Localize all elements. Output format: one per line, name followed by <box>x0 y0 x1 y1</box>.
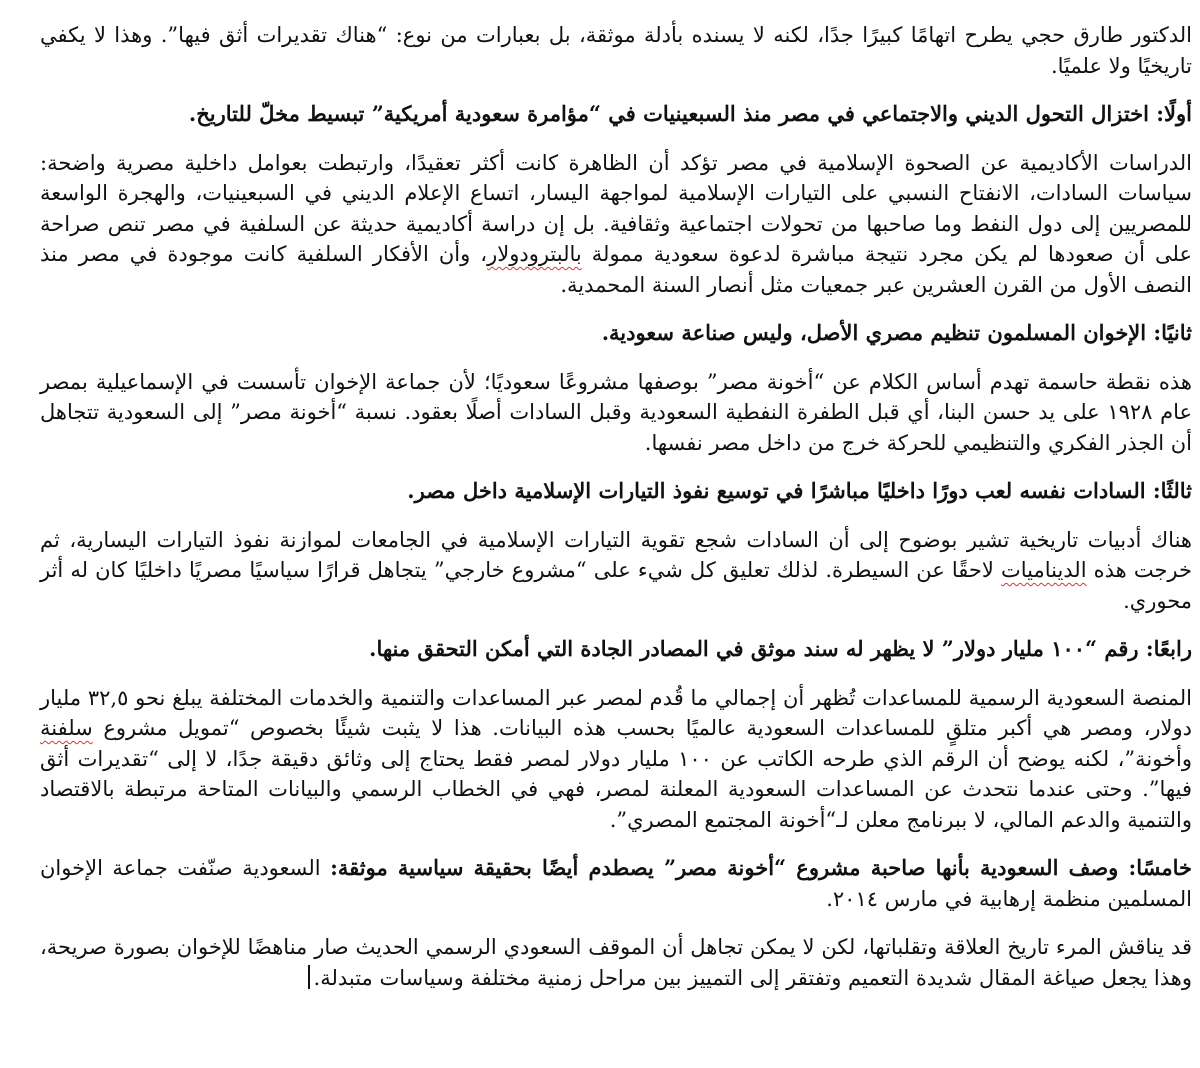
section-5-heading-text: خامسًا: وصف السعودية بأنها صاحبة مشروع “أخونة مصر” يصطدم أيضًا بحقيقة سياسية موثقة: <box>330 855 1192 880</box>
section-2-heading-text: ثانيًا: الإخوان المسلمون تنظيم مصري الأصل، وليس صناعة سعودية. <box>601 320 1192 345</box>
section-3-body-text-end: لاحقًا عن السيطرة. لذلك تعليق كل شيء على “مشروع خارجي” يتجاهل قرارًا سياسيًا مصريًا داخليًا كان له أثر محوري. <box>40 558 1192 613</box>
section-3-body-text: هناك أدبيات تاريخية تشير بوضوح إلى أن السادات شجع تقوية التيارات الإسلامية في الجامعات لموازنة نفوذ التيارات اليسارية، ثم خرجت هذه <box>40 527 1193 582</box>
section-1-body <box>40 148 1192 301</box>
spellcheck-flagged-word[interactable]: سلفنة <box>40 716 93 740</box>
section-2-heading <box>40 318 1192 349</box>
section-2-body-text: هذه نقطة حاسمة تهدم أساس الكلام عن “أخونة مصر” بوصفها مشروعًا سعوديًا؛ لأن جماعة الإخوان تأسست في الإسماعيلية بمصر عام ١٩٢٨ على يد حسن البنا، أي قبل الطفرة النفطية السعودية وقبل السادات أصلًا بعقود. نسبة “أخونة مصر” إلى السعودية تتجاهل أن الجذر الفكري والتنظيمي للحركة خرج من داخل مصر نفسها. <box>40 369 1192 455</box>
paragraph-spacing <box>40 665 1192 683</box>
closing-paragraph <box>40 932 1192 993</box>
paragraph-spacing <box>40 130 1192 148</box>
section-4-heading-text: رابعًا: رقم “١٠٠ مليار دولار” لا يظهر له سند موثق في المصادر الجادة التي أمكن التحقق منها. <box>369 636 1192 661</box>
section-3-heading-text: ثالثًا: السادات نفسه لعب دورًا داخليًا مباشرًا في توسيع نفوذ التيارات الإسلامية داخل مصر. <box>407 478 1192 503</box>
paragraph-spacing <box>40 300 1192 318</box>
section-4-body <box>40 683 1192 836</box>
paragraph-spacing <box>40 349 1192 367</box>
text-cursor[interactable] <box>308 965 310 989</box>
paragraph-spacing <box>40 835 1192 853</box>
section-4-body-text-end: وأخونة”، لكنه يوضح أن الرقم الذي طرحه الكاتب عن ١٠٠ مليار دولار لمصر فقط يحتاج إلى وثائق دقيقة جدًا، لا إلى “تقديرات أثق فيها”. وحتى عندما نتحدث عن المساعدات السعودية المعلنة لمصر، فهي في الخطاب الرسمي والبيانات المتاحة مرتبطة بالاقتصاد والتنمية والدعم المالي، لا ببرنامج معلن لـ“أخونة المجتمع المصري”. <box>40 746 1192 832</box>
intro-text: الدكتور طارق حجي يطرح اتهامًا كبيرًا جدًا، لكنه لا يسنده بأدلة موثقة، بل بعبارات من نوع: “هناك تقديرات أثق فيها”. وهذا لا يكفي تاريخيًا ولا علميًا. <box>40 23 1192 78</box>
section-5-body-text: السعودية صنّفت جماعة الإخوان المسلمين منظمة إرهابية في مارس ٢٠١٤. <box>40 856 1192 911</box>
section-3-body <box>40 525 1192 617</box>
section-5-paragraph <box>40 853 1192 914</box>
section-4-body-text: المنصة السعودية الرسمية للمساعدات تُظهر أن إجمالي ما قُدم لمصر عبر المساعدات والتنمية والخدمات المختلفة يبلغ نحو ٣٢,٥ مليار دولار، ومصر هي أكبر متلقٍ للمساعدات السعودية عالميًا بحسب هذه البيانات. هذا لا يثبت شيئًا بخصوص “تمويل مشروع <box>40 685 1192 740</box>
section-1-body-text-end: ، وأن الأفكار السلفية كانت موجودة في مصر منذ النصف الأول من القرن العشرين عبر جمعيات مثل أنصار السنة المحمدية. <box>40 242 1192 297</box>
spellcheck-flagged-word[interactable]: بالبترودولار <box>487 242 582 266</box>
intro-paragraph <box>40 20 1192 81</box>
closing-text: قد يناقش المرء تاريخ العلاقة وتقلباتها، لكن لا يمكن تجاهل أن الموقف السعودي الرسمي الحديث صار مناهضًا للإخوان بصورة صريحة، وهذا يجعل صياغة المقال شديدة التعميم وتفتقر إلى التمييز بين مراحل زمنية مختلفة وسياسات متبدلة. <box>40 935 1192 990</box>
paragraph-spacing <box>40 81 1192 99</box>
section-3-heading <box>40 476 1192 507</box>
section-4-heading <box>40 634 1192 665</box>
paragraph-spacing <box>40 507 1192 525</box>
paragraph-spacing <box>40 458 1192 476</box>
section-1-body-text: الدراسات الأكاديمية عن الصحوة الإسلامية في مصر تؤكد أن الظاهرة كانت أكثر تعقيدًا، وارتبطت بعوامل داخلية مصرية واضحة: سياسات السادات، الانفتاح النسبي على التيارات الإسلامية لمواجهة اليسار، اتساع الإعلام الديني في السبعينيات، والهجرة الواسعة للمصريين إلى دول النفط وما صاحبها من تحولات اجتماعية وثقافية. بل إن دراسة أكاديمية حديثة عن السلفية في مصر تنص صراحة على أن صعودها لم يكن مجرد نتيجة مباشرة لدعوة سعودية ممولة <box>40 150 1192 266</box>
paragraph-spacing <box>40 914 1192 932</box>
paragraph-spacing <box>40 616 1192 634</box>
section-2-body <box>40 367 1192 459</box>
section-1-heading-text: أولًا: اختزال التحول الديني والاجتماعي في مصر منذ السبعينيات في “مؤامرة سعودية أمريكية” تبسيط مخلّ للتاريخ. <box>188 101 1192 126</box>
spellcheck-flagged-word[interactable]: الديناميات <box>1000 558 1087 582</box>
section-1-heading <box>40 99 1192 130</box>
